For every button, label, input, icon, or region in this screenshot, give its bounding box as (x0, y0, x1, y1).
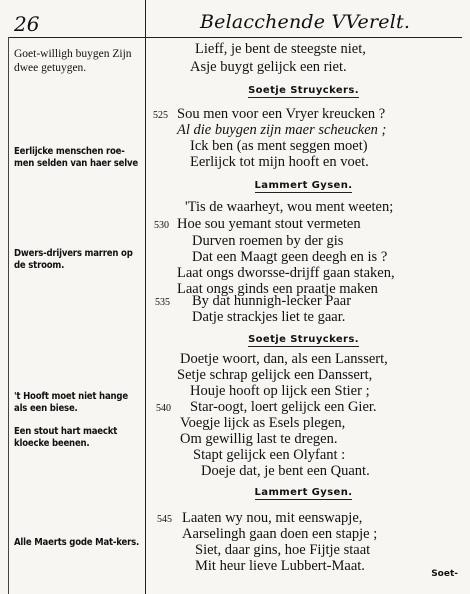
header-rule (8, 37, 462, 38)
verse-line: Asje buygt gelijck een riet. (190, 59, 347, 75)
line-number: 525 (153, 110, 168, 121)
verse-line: Al die buygen zijn maer scheucken ; (177, 122, 387, 138)
margin-note: Eerlijcke menschen roe-men selden van haer selve (14, 146, 138, 169)
page-border (8, 37, 9, 594)
verse-line: Sou men voor een Vryer kreucken ? (177, 106, 386, 122)
verse-line: Ick ben (as ment seggen moet) (190, 138, 368, 154)
line-number: 545 (157, 514, 172, 525)
margin-note: Dwers-drijvers marren op de stroom. (14, 248, 133, 271)
verse-line: Laat ongs dworsse-drijff gaan staken, (177, 265, 395, 281)
page-number: 26 (14, 12, 40, 36)
verse-line: Siet, daar gins, hoe Fijtje staat (195, 542, 371, 558)
verse-line: Laaten wy nou, mit eenswapje, (182, 510, 363, 526)
speaker-heading: Lammert Gysen. (254, 180, 353, 191)
verse-line: Om gewillig last te dregen. (180, 431, 338, 447)
margin-note: Een stout hart maeckt kloecke beenen. (14, 426, 118, 449)
verse-line: Star-oogt, loert gelijck een Gier. (190, 399, 377, 415)
verse-line: Stapt gelijck een Olyfant : (193, 447, 346, 463)
catchword: Soet- (431, 569, 458, 579)
line-number: 540 (156, 403, 171, 414)
line-number: 535 (155, 297, 170, 308)
verse-line: Laat ongs ginds een praatje maken (177, 281, 378, 297)
verse-line: Mit heur lieve Lubbert-Maat. (195, 558, 365, 574)
verse-line: Doetje woort, dan, als een Lanssert, (180, 351, 388, 367)
verse-line: 'Tis de waarheyt, wou ment weeten; (185, 199, 394, 215)
speaker-heading: Soetje Struyckers. (248, 85, 359, 96)
margin-note: Goet-willigh buygen Zijn dwee getuygen. (14, 48, 132, 74)
verse-line: Hoe sou yemant stout vermeten (177, 216, 361, 232)
verse-line: By dat hunnigh-lecker Paar (192, 293, 352, 309)
verse-line: Durven roemen by der gis (192, 233, 344, 249)
margin-note: 't Hooft moet niet hange als een biese. (14, 391, 128, 414)
line-number: 530 (154, 220, 169, 231)
verse-line: Datje strackjes liet te gaar. (192, 309, 346, 325)
verse-line: Doeje dat, je bent een Quant. (201, 463, 370, 479)
verse-line: Setje schrap gelijck een Danssert, (177, 367, 373, 383)
verse-line: Eerlijck tot mijn hooft en voet. (190, 154, 369, 170)
speaker-heading: Lammert Gysen. (254, 487, 353, 498)
verse-line: Houje hooft op lijck een Stier ; (190, 383, 370, 399)
verse-line: Lieff, je bent de steegste niet, (195, 41, 366, 57)
speaker-heading: Soetje Struyckers. (248, 334, 359, 345)
verse-line: Aarselingh gaan doen een stapje ; (182, 526, 378, 542)
margin-note: Alle Maerts gode Mat-kers. (14, 537, 140, 548)
running-head: Belacchende VVerelt. (200, 11, 411, 33)
verse-line: Voegje lijck as Esels plegen, (180, 415, 346, 431)
verse-line: Dat een Maagt geen deegh en is ? (192, 249, 388, 265)
